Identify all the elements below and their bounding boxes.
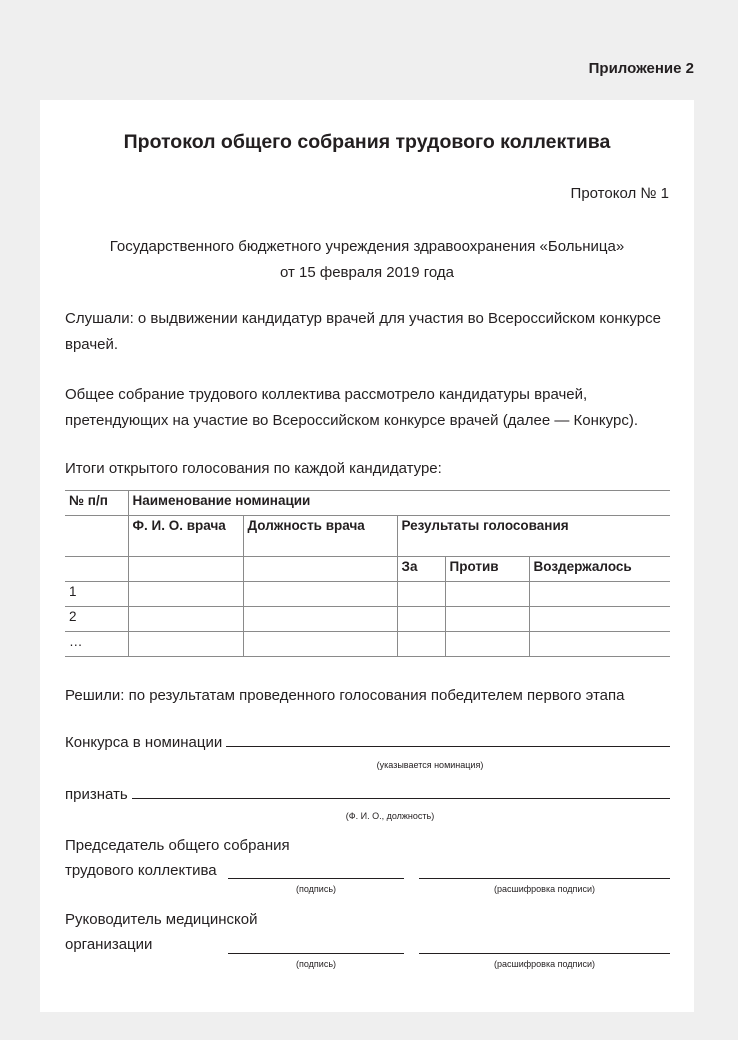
empty-cell <box>445 632 529 657</box>
chairman-signature-line <box>228 877 404 879</box>
chairman-line2: трудового коллектива <box>65 862 217 879</box>
head-line2: организации <box>65 936 153 953</box>
header-for: За <box>397 557 445 582</box>
recognize-hint: (Ф. И. О., должность) <box>345 811 435 821</box>
appendix-label: Приложение 2 <box>588 60 694 77</box>
header-fio: Ф. И. О. врача <box>128 516 243 557</box>
empty-cell <box>243 632 397 657</box>
results-intro: Итоги открытого голосования по каждой кандидатуре: <box>65 460 442 477</box>
recognize-label: признать <box>65 786 128 803</box>
decided-paragraph: Решили: по результатам проведенного голосования победителем первого этапа <box>65 687 625 704</box>
protocol-number: Протокол № 1 <box>570 185 669 202</box>
empty-cell <box>243 582 397 607</box>
table-row <box>65 607 670 632</box>
empty-cell <box>128 607 243 632</box>
head-decode-hint: (расшифровка подписи) <box>494 959 595 969</box>
document-title: Протокол общего собрания трудового коллектива <box>123 131 611 153</box>
recognize-line <box>132 797 670 799</box>
considered-paragraph: Общее собрание трудового коллектива рассмотрело кандидатуры врачей, претендующих на участие во Всероссийском конкурсе врачей (далее — Конкурс). <box>65 386 638 429</box>
table-row <box>65 632 670 657</box>
header-against: Против <box>445 557 529 582</box>
contest-label: Конкурса в номинации <box>65 734 223 751</box>
header-num: № п/п <box>65 491 128 516</box>
empty-cell <box>529 632 670 657</box>
table-header-row <box>65 516 670 557</box>
heard-paragraph: Слушали: о выдвижении кандидатур врачей для участия во Всероссийском конкурсе врачей. <box>65 310 661 353</box>
head-line1: Руководитель медицинской <box>65 911 258 928</box>
recognize-field <box>65 786 670 803</box>
head-decode-line <box>419 952 670 954</box>
head-label <box>65 907 257 957</box>
empty-cell <box>529 607 670 632</box>
empty-cell <box>445 607 529 632</box>
header-position: Должность врача <box>243 516 397 557</box>
empty-cell <box>397 632 445 657</box>
empty-cell <box>128 582 243 607</box>
table-header-row <box>65 557 670 582</box>
chairman-label <box>65 833 290 883</box>
table-header-row <box>65 491 670 516</box>
row-number: 2 <box>65 607 128 632</box>
meeting-date: от 15 февраля 2019 года <box>279 264 455 281</box>
row-number: 1 <box>65 582 128 607</box>
empty-cell <box>445 582 529 607</box>
header-nomination: Наименование номинации <box>128 491 670 516</box>
header-abstained: Воздержалось <box>529 557 670 582</box>
empty-cell <box>128 557 243 582</box>
empty-cell <box>65 516 128 557</box>
empty-cell <box>397 607 445 632</box>
nomination-hint: (указывается номинация) <box>376 760 484 770</box>
header-results: Результаты голосования <box>397 516 670 557</box>
row-number: … <box>65 632 128 657</box>
document-sheet <box>40 100 694 1012</box>
nomination-line <box>226 745 670 747</box>
head-signature-line <box>228 952 404 954</box>
voting-table <box>65 490 670 657</box>
head-sign-hint: (подпись) <box>295 959 337 969</box>
empty-cell <box>529 582 670 607</box>
chairman-line1: Председатель общего собрания <box>65 837 290 854</box>
table-row <box>65 582 670 607</box>
chairman-decode-line <box>419 877 670 879</box>
chairman-sign-hint: (подпись) <box>295 884 337 894</box>
empty-cell <box>243 557 397 582</box>
empty-cell <box>397 582 445 607</box>
organization-name: Государственного бюджетного учреждения здравоохранения «Больница» <box>109 238 625 255</box>
empty-cell <box>243 607 397 632</box>
chairman-decode-hint: (расшифровка подписи) <box>494 884 595 894</box>
empty-cell <box>128 632 243 657</box>
organization-block <box>40 234 694 286</box>
contest-nomination-field <box>65 734 670 751</box>
empty-cell <box>65 557 128 582</box>
